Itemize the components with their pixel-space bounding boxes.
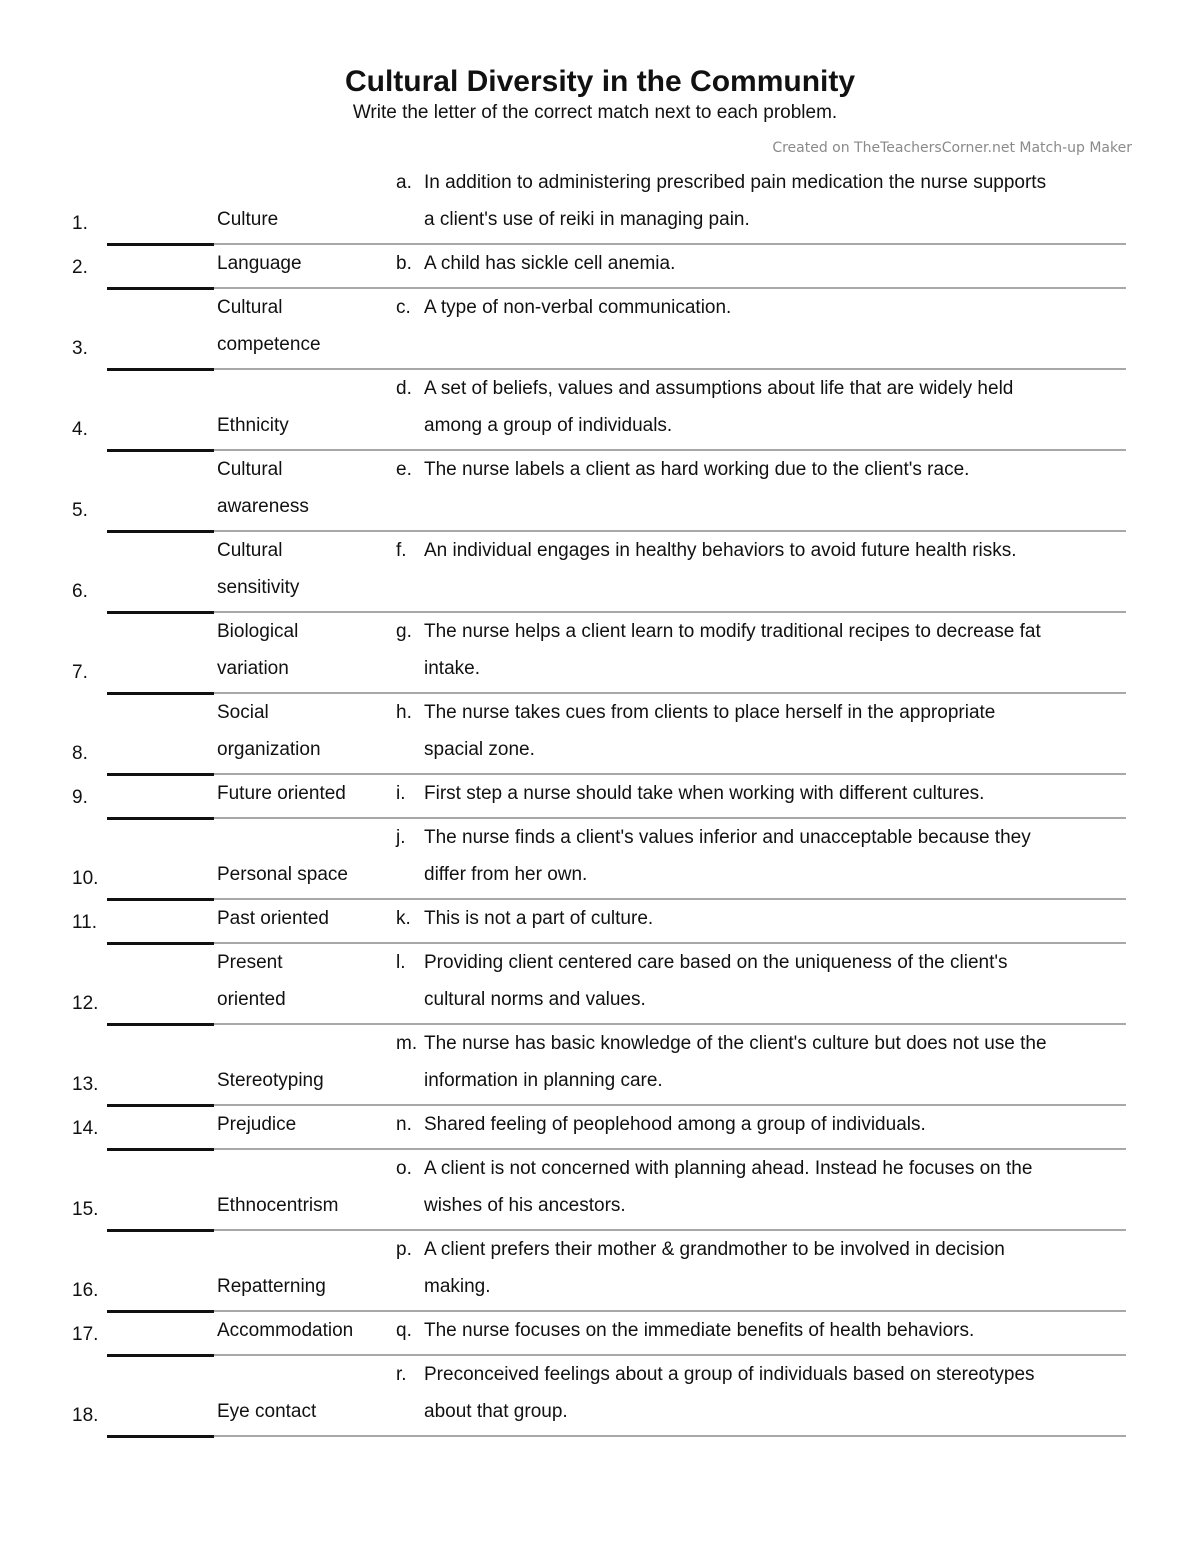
problem-number: 14. [72,1118,99,1139]
term-text: Cultural [217,540,283,561]
option-description [424,289,1124,363]
problem-number: 8. [72,743,88,764]
match-row [0,1106,1200,1150]
term [217,819,382,893]
term [217,532,382,606]
term-text: Personal space [217,864,348,885]
term-text [217,1150,382,1187]
credit-line: Created on TheTeachersCorner.net Match-up Maker [772,140,1132,156]
term [217,1106,382,1143]
term [217,900,382,937]
option-letter: r. [396,1364,407,1385]
problem-number: 7. [72,662,88,683]
description-text: cultural norms and values. [424,989,646,1010]
match-row [0,1025,1200,1106]
term [217,1025,382,1099]
term-text: Language [217,253,302,274]
term-text: Cultural [217,297,283,318]
term-text: Present [217,952,283,973]
term [217,1231,382,1305]
description-text: making. [424,1276,491,1297]
answer-blank[interactable] [107,1435,214,1438]
problem-number: 18. [72,1405,99,1426]
description-text: intake. [424,658,480,679]
option-description [424,370,1124,444]
description-text: information in planning care. [424,1070,663,1091]
description-text [424,326,1124,363]
problem-number: 6. [72,581,88,602]
description-text: a client's use of reiki in managing pain. [424,209,750,230]
term [217,245,382,282]
term-text: Future oriented [217,783,346,804]
row-divider [214,1435,1126,1437]
match-row [0,532,1200,613]
option-letter: i. [396,783,406,804]
problem-number: 15. [72,1199,99,1220]
option-description [424,245,1124,282]
option-letter: q. [396,1320,412,1341]
match-row [0,944,1200,1025]
term-text: Culture [217,209,279,230]
term-text: organization [217,739,321,760]
option-letter: n. [396,1114,412,1135]
description-text [424,488,1124,525]
term-text: Eye contact [217,1401,317,1422]
term [217,775,382,812]
problem-number: 4. [72,419,88,440]
term [217,613,382,687]
option-letter: m. [396,1033,418,1054]
description-text: The nurse helps a client learn to modify traditional recipes to decrease fat [424,621,1041,642]
option-description [424,819,1124,893]
description-text: A type of non-verbal communication. [424,297,732,318]
option-description [424,613,1124,687]
match-row [0,289,1200,370]
term [217,451,382,525]
description-text: wishes of his ancestors. [424,1195,626,1216]
match-row [0,451,1200,532]
term-text: Repatterning [217,1276,326,1297]
option-letter: l. [396,952,406,973]
term-text [217,1356,382,1393]
option-letter: p. [396,1239,412,1260]
option-letter: g. [396,621,412,642]
term [217,289,382,363]
term-text: Prejudice [217,1114,297,1135]
description-text: A child has sickle cell anemia. [424,253,676,274]
match-row [0,900,1200,944]
description-text: The nurse has basic knowledge of the client's culture but does not use the [424,1033,1047,1054]
description-text: The nurse labels a client as hard working due to the client's race. [424,459,970,480]
option-description [424,775,1124,812]
description-text: The nurse takes cues from clients to place herself in the appropriate [424,702,996,723]
option-letter: o. [396,1158,412,1179]
term-text: Accommodation [217,1320,354,1341]
problem-number: 12. [72,993,99,1014]
match-list [0,164,1200,1437]
description-text: Providing client centered care based on the uniqueness of the client's [424,952,1008,973]
problem-number: 3. [72,338,88,359]
term [217,1150,382,1224]
description-text: The nurse focuses on the immediate benefits of health behaviors. [424,1320,975,1341]
option-description [424,1356,1124,1430]
term-text: Cultural [217,459,283,480]
term-text: Ethnicity [217,415,289,436]
description-text: A set of beliefs, values and assumptions about life that are widely held [424,378,1014,399]
term-text: competence [217,334,321,355]
term [217,944,382,1018]
problem-number: 2. [72,257,88,278]
option-description [424,900,1124,937]
description-text: Preconceived feelings about a group of individuals based on stereotypes [424,1364,1035,1385]
description-text: among a group of individuals. [424,415,673,436]
term-text: oriented [217,989,286,1010]
option-letter: c. [396,297,411,318]
option-description [424,1231,1124,1305]
page-title: Cultural Diversity in the Community [344,65,856,98]
problem-number: 9. [72,787,88,808]
option-description [424,1312,1124,1349]
description-text: about that group. [424,1401,568,1422]
description-text: An individual engages in healthy behaviors to avoid future health risks. [424,540,1017,561]
option-description [424,164,1124,238]
problem-number: 16. [72,1280,99,1301]
problem-number: 10. [72,868,99,889]
term [217,694,382,768]
term [217,1356,382,1430]
option-letter: h. [396,702,412,723]
problem-number: 13. [72,1074,99,1095]
option-letter: j. [396,827,406,848]
match-row [0,775,1200,819]
option-letter: a. [396,172,412,193]
match-row [0,1312,1200,1356]
description-text: A client prefers their mother & grandmother to be involved in decision [424,1239,1005,1260]
option-letter: k. [396,908,411,929]
description-text: This is not a part of culture. [424,908,654,929]
match-row [0,694,1200,775]
problem-number: 5. [72,500,88,521]
term-text: Social [217,702,269,723]
option-letter: e. [396,459,412,480]
term-text: sensitivity [217,577,300,598]
instructions: Write the letter of the correct match next to each problem. [352,102,838,123]
option-letter: b. [396,253,412,274]
option-letter: d. [396,378,412,399]
term [217,370,382,444]
term-text: Past oriented [217,908,329,929]
option-description [424,694,1124,768]
problem-number: 17. [72,1324,99,1345]
term-text: Ethnocentrism [217,1195,339,1216]
description-text: First step a nurse should take when working with different cultures. [424,783,985,804]
description-text: A client is not concerned with planning ahead. Instead he focuses on the [424,1158,1033,1179]
problem-number: 1. [72,213,88,234]
option-letter: f. [396,540,407,561]
option-description [424,1150,1124,1224]
match-row [0,164,1200,245]
term [217,1312,382,1349]
term-text: variation [217,658,289,679]
problem-number: 11. [72,912,98,933]
term [217,164,382,238]
match-row [0,613,1200,694]
description-text: In addition to administering prescribed pain medication the nurse supports [424,172,1047,193]
term-text: Stereotyping [217,1070,324,1091]
description-text: spacial zone. [424,739,535,760]
description-text: differ from her own. [424,864,588,885]
description-text: Shared feeling of peoplehood among a group of individuals. [424,1114,926,1135]
match-row [0,819,1200,900]
option-description [424,532,1124,606]
description-text [424,569,1124,606]
term-text [217,370,382,407]
match-row [0,1231,1200,1312]
term-text: Biological [217,621,299,642]
match-row [0,1150,1200,1231]
option-description [424,944,1124,1018]
match-row [0,245,1200,289]
term-text: awareness [217,496,309,517]
term-text [217,164,382,201]
option-description [424,1106,1124,1143]
option-description [424,451,1124,525]
term-text [217,1025,382,1062]
term-text [217,1231,382,1268]
option-description [424,1025,1124,1099]
description-text: The nurse finds a client's values inferior and unacceptable because they [424,827,1031,848]
match-row [0,1356,1200,1437]
match-row [0,370,1200,451]
term-text [217,819,382,856]
